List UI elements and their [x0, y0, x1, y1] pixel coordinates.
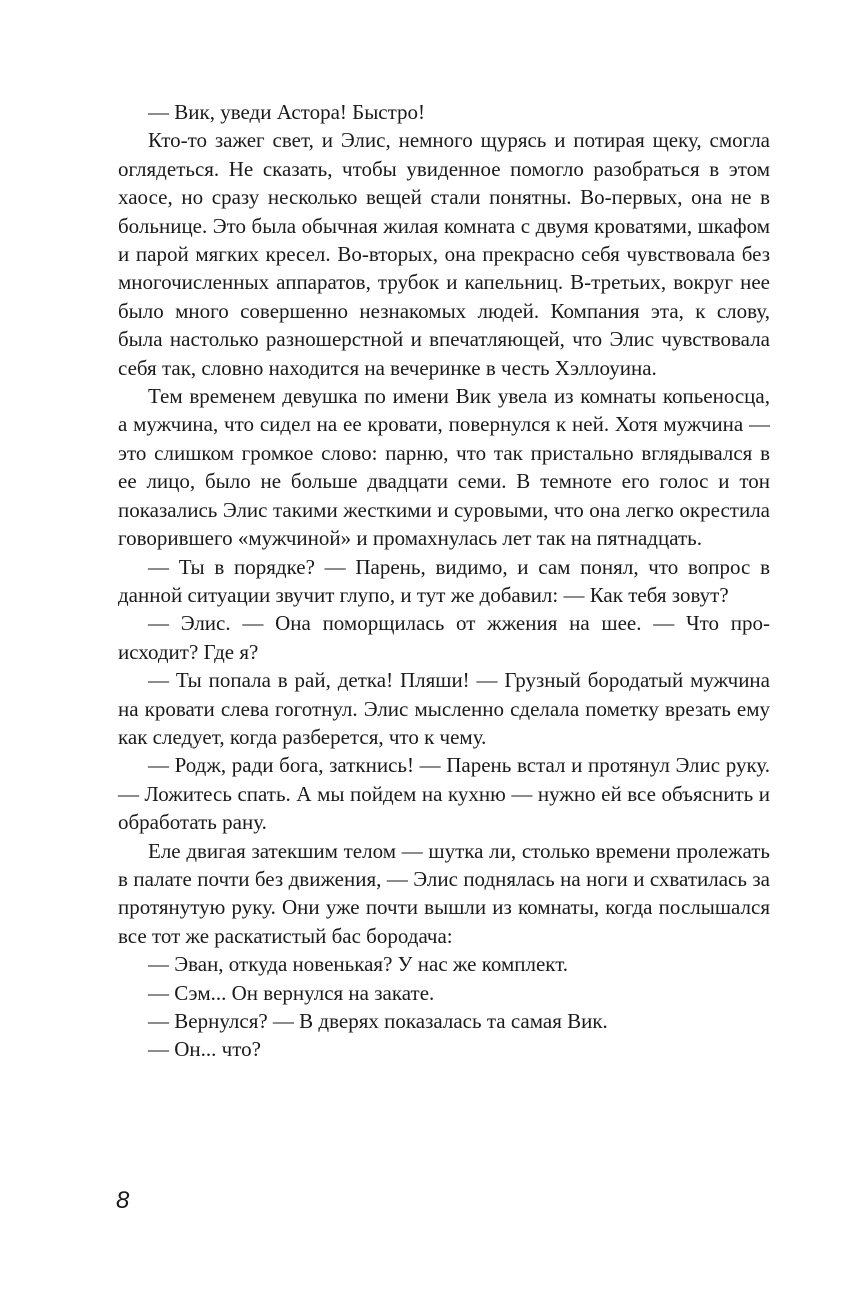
- paragraph-12: — Он... что?: [148, 1037, 261, 1062]
- paragraph-7: — Родж, ради бога, заткнись! — Парень встал и протянул Элис руку. — Ложитесь спать. А мы пойдем на кухню — нужно ей все объяснить и обработать рану.: [118, 753, 770, 835]
- paragraph-10: — Сэм... Он вернулся на закате.: [148, 980, 435, 1005]
- paragraph-3: Тем временем девушка по имени Вик увела из комнаты копьеносца, а мужчина, что сидел на ее кровати, повернулся к ней. Хотя мужчина — это слишком громкое слово: парню, что так пристально вглядывался в ее лицо, было не больше двадцати семи. В темноте его голос и тон показались Элис такими жесткими и суровыми, что она легко окрестила говорившего «мужчиной» и промахнулась лет так на пятнадцать.: [118, 384, 770, 551]
- paragraph-5: — Элис. — Она поморщилась от жжения на шее. — Что происходит? Где я?: [118, 611, 770, 664]
- page-number: 8: [116, 1187, 130, 1214]
- paragraph-2: Кто-то зажег свет, и Элис, немного щурясь и потирая щеку, смогла оглядеться. Не сказать, чтобы увиденное помогло разобраться в этом хаосе, но сразу несколько вещей стали понятны. Во-первых, она не в больнице. Это была обычная жилая комната с двумя кроватями, шкафом и парой мягких кресел. Во-вторых, она прекрасно себя чувствовала без многочисленных аппаратов, трубок и капельниц. В-третьих, вокруг нее было много совершенно незнакомых людей. Компания эта, к слову, была настолько разношерстной и впечатляющей, что Элис чувствовала себя так, словно находится на вечеринке в честь Хэллоуина.: [118, 128, 770, 380]
- paragraph-11: — Вернулся? — В дверях показалась та самая Вик.: [148, 1009, 608, 1033]
- paragraph-6: — Ты попала в рай, детка! Пляши! — Грузный бородатый мужчина на кровати слева гоготнул. Элис мысленно сделала пометку врезать ему как следует, когда разберется, что к чему.: [118, 668, 770, 749]
- paragraph-9: — Эван, откуда новенькая? У нас же комплект.: [148, 952, 569, 977]
- paragraph-1: — Вик, уведи Астора! Быстро!: [148, 100, 426, 124]
- page-body: [118, 98, 770, 1064]
- paragraph-8: Еле двигая затекшим телом — шутка ли, столько времени пролежать в палате почти без движения, — Элис поднялась на ноги и схватилась за протянутую руку. Они уже почти вышли из комнаты, когда послышался все тот же раскатистый бас бородача:: [118, 838, 770, 948]
- paragraph-4: — Ты в порядке? — Парень, видимо, и сам понял, что вопрос в данной ситуации звучит глупо, и тут же добавил: — Как тебя зовут?: [118, 554, 770, 607]
